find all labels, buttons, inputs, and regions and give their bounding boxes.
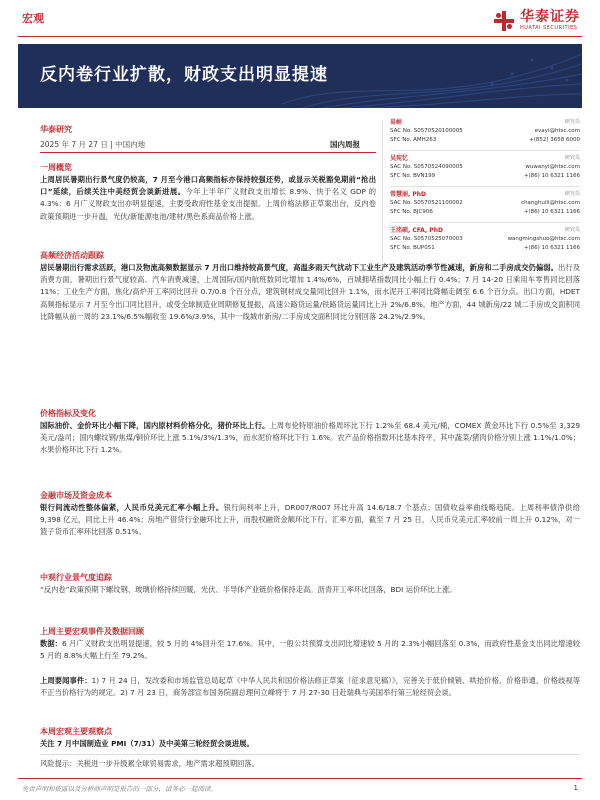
disclaimer-note: 免责声明和披露以及分析师声明是报告的一部分，请务必一起阅读。 xyxy=(22,785,217,793)
analyst-phone: +(86) 10 6321 1166 xyxy=(523,173,580,179)
section-body xyxy=(40,262,580,323)
section-lead: 居民暑期出行需求活跃，港口及物流高频数据显示 7 月出口维持较高景气度，高温多雨天气扰动下工业生产及建筑活动季节性减速，新房和二手房成交仍偏弱。 xyxy=(40,263,558,272)
report-category: 宏观 xyxy=(22,12,44,25)
analyst-card xyxy=(390,154,580,181)
meta-divider xyxy=(40,152,376,153)
section-body xyxy=(40,174,376,223)
page-number: 1 xyxy=(573,784,578,792)
analyst-sac: SAC No. S0570524090005 xyxy=(390,164,463,170)
section-heading: 上周主要宏观事件及数据回顾 xyxy=(40,627,144,636)
section-text: 上周布伦特原油价格周环比下行 1.2%至 68.4 美元/桶，COMEX 黄金环比下行 0.5%至 3,329 美元/盎司；国内螺纹钢/焦煤/铜价环比上涨 5.1%/3%/1.3%，而水泥价格环比下行 1.6%。农产品价格指数环比基本持平，其中蔬菜/猪肉价格分别上涨 1.1%/1.0%；水果价格环比下行 1.2%。 xyxy=(40,421,580,455)
analyst-email[interactable]: wangmingshuo@htsc.com xyxy=(507,236,580,242)
section-text: 6 月广义财政支出明显提速，较 5 月的 4%回升至 17.6%。其中，一般公共预算支出同比增速较 5 月的 2.3%小幅回落至 0.3%，而政府性基金支出同比增速较 5 月的 8.8%大幅上行至 79.2%。 xyxy=(40,639,580,661)
analyst-name: 吴宛忆 xyxy=(390,155,409,162)
report-type: 国内周报 xyxy=(330,140,360,149)
analyst-role: 研究员 xyxy=(564,155,580,161)
company-logo xyxy=(494,10,580,31)
analyst-card xyxy=(390,226,580,253)
section-text: 今年上半年广义财政支出增长 8.9%、快于名义 GDP 的 4.3%：6 月广义财政支出亦明显提速，主要受政府性基金支出提振。上周价格法修正草案出台，反内卷政策预期进一步升温，光伏/新能源电池/建材/黑色系商品价格上涨。 xyxy=(40,187,377,221)
analyst-role: 研究员 xyxy=(564,191,580,197)
section-lead: 上周要闻事件： xyxy=(40,676,92,685)
section-body xyxy=(40,638,580,662)
analyst-sac: SAC No. S0570521100002 xyxy=(390,200,463,206)
analyst-divider xyxy=(390,186,580,187)
analyst-sfc: SFC No. BUP051 xyxy=(390,245,435,251)
footer-divider xyxy=(18,778,582,779)
research-org: 华泰研究 xyxy=(40,125,72,134)
section-body: “反内卷”政策预期下螺纹钢、玻璃价格持续回暖，光伏、半导体产业链价格保持走高。沥青开工率环比回落，BDI 运价环比上涨。 xyxy=(40,585,457,594)
section-body xyxy=(40,502,580,539)
analyst-sac: SAC No. S0570525070003 xyxy=(390,236,463,242)
report-date-region: 2025 年 7 月 27 日 | 中国内地 xyxy=(40,140,146,149)
analyst-divider xyxy=(390,222,580,223)
risk-warning: 风险提示：关税进一步升级累全球贸易需求，地产需求超预期回落。 xyxy=(40,759,259,768)
section-text: 出行及消费方面，暑期出行景气度较高、汽车消费减速，上周国际/国内航班数同比增加 1.4%/6%，百城拥堵指数同比小幅上行 0.4%；7 月 14-20 日乘用车零售同比回落 11%；工业生产方面，焦化/高炉开工率同比回升 0.7/0.8 个百分点，建筑钢材成交量同比回升 1.1%，而水泥开工率同比降幅走阔至 6.6 个百分点。出口方面，HDET 高频指标显示 7 月至今出口同比回升，或受全球制造业周期修复提振，高速公路货运量/铁路货运量同比上升 2%/6.8%。地产方面，44 城新房/22 城二手房成交面积同比降幅从前一周的 23.1%/6.5%幅收至 19.6%/3.9%，其中一线城市新房/二手房成交面积同比分别回落 24.2%/2.9%。 xyxy=(40,263,580,321)
analyst-email[interactable]: changhuili@htsc.com xyxy=(521,200,580,206)
section-lead: 数据： xyxy=(40,639,63,648)
analyst-phone: +(86) 10 6321 1166 xyxy=(523,245,580,251)
analyst-role: 研究员 xyxy=(564,119,580,125)
section-lead: 国际油价、金价环比小幅下降，国内原材料价格分化，猪价环比上行。 xyxy=(40,421,270,430)
section-heading: 中观行业景气度追踪 xyxy=(40,573,112,582)
logo-text-en: HUATAI SECURITIES xyxy=(520,25,578,31)
analyst-email[interactable]: evayi@htsc.com xyxy=(534,128,580,134)
section-heading: 本周宏观主要观察点 xyxy=(40,727,112,736)
analyst-sfc: SFC No. BJC906 xyxy=(390,209,433,215)
section-heading: 价格指标及变化 xyxy=(40,409,96,418)
analyst-name: 易峘 xyxy=(390,119,403,126)
logo-mark-icon xyxy=(494,11,514,31)
analyst-email[interactable]: wuwanyi@htsc.com xyxy=(525,164,580,170)
section-body xyxy=(40,675,580,699)
logo-text-cn: 华泰证券 xyxy=(520,9,580,25)
analyst-sac: SAC No. S0570520100005 xyxy=(390,128,463,134)
analyst-card xyxy=(390,118,580,145)
section-heading: 金融市场及资金成本 xyxy=(40,491,112,500)
analyst-sfc: SFC No. BVN199 xyxy=(390,173,436,179)
analyst-card xyxy=(390,190,580,217)
section-text: 1) 7 月 24 日，发改委和市场监管总局起草《中华人民共和国价格法修正草案（征求意见稿）》，完善关于低价倾销、哄抬价格、价格串通、价格歧视等不正当价格行为的规定。2) 7 月 23 日，商务部宣布国务院副总理何立峰将于 7 月 27-30 日赴瑞典与美国举行第三轮经贸会谈。 xyxy=(40,676,581,698)
risk-divider xyxy=(40,754,580,755)
page-title: 反内卷行业扩散，财政支出明显提速 xyxy=(40,65,328,85)
section-lead: 上周居民暑期出行景气度仍较高，7 月至今港口高频指标亦保持较强还势，或显示关税豁免期前“抢出口”延续，后续关注中美经贸会谈新进展。 xyxy=(40,175,376,197)
analyst-phone: +(852) 3658 6000 xyxy=(529,137,580,143)
analyst-divider xyxy=(390,150,580,151)
analyst-phone: +(86) 10 6321 1166 xyxy=(523,209,580,215)
section-lead: 关注 7 月中国制造业 PMI（7/31）及中美第三轮经贸会谈进展。 xyxy=(40,739,254,748)
header-divider xyxy=(18,36,582,37)
analyst-name: 王洺硕, CFA, PhD xyxy=(390,227,443,234)
analyst-role: 研究员 xyxy=(564,227,580,233)
analyst-name: 常慧丽, PhD xyxy=(390,191,427,198)
section-text: 银行间利率上升，DR007/R007 环比升高 14.6/18.7 个基点；国债收益率曲线略趋陡。上周利率债净供给 9,398 亿元，同比上升 46.4%；房地产借贷行金融环比上升，而股权融资金额环比下行。汇率方面，截至 7 月 25 日，人民币兑美元汇率较前一周上升 0.12%，对一篮子货币汇率环比回落 0.51%。 xyxy=(40,503,581,537)
section-body xyxy=(40,738,580,750)
analyst-sfc: SFC No. AMH263 xyxy=(390,137,437,143)
section-body xyxy=(40,420,580,457)
section-heading: 一周概览 xyxy=(40,163,72,172)
section-heading: 高频经济活动跟踪 xyxy=(40,251,104,260)
column-divider xyxy=(382,120,383,282)
section-lead: 银行间流动性整体偏紧，人民币兑美元汇率小幅上升。 xyxy=(40,503,224,512)
